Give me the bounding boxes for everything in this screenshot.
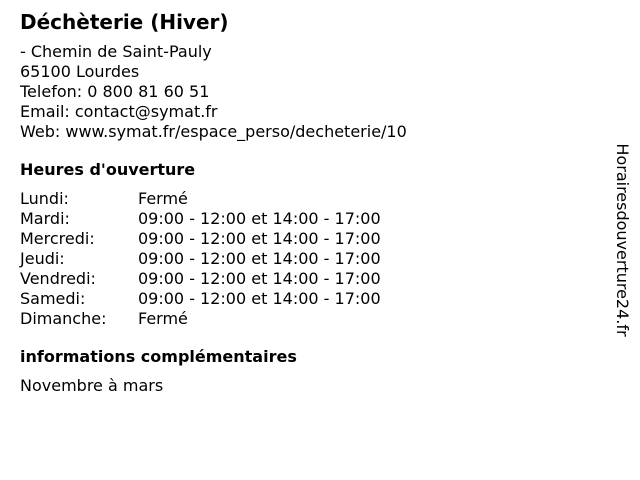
day-hours: Fermé	[138, 189, 188, 208]
hours-heading: Heures d'ouverture	[20, 160, 196, 179]
day-label: Samedi:	[20, 289, 86, 308]
address-block	[20, 42, 600, 142]
day-label: Mardi:	[20, 209, 70, 228]
day-hours: 09:00 - 12:00 et 14:00 - 17:00	[138, 249, 381, 268]
day-label: Vendredi:	[20, 269, 96, 288]
day-label: Mercredi:	[20, 229, 95, 248]
day-hours: 09:00 - 12:00 et 14:00 - 17:00	[138, 209, 381, 228]
day-label: Lundi:	[20, 189, 69, 208]
day-label: Dimanche:	[20, 309, 107, 328]
address-web: Web: www.symat.fr/espace_perso/decheterie/10	[20, 122, 407, 141]
hours-row	[20, 309, 381, 329]
day-hours: 09:00 - 12:00 et 14:00 - 17:00	[138, 229, 381, 248]
hours-row	[20, 269, 381, 289]
day-hours: Fermé	[138, 309, 188, 328]
opening-hours-card	[20, 8, 600, 396]
hours-row	[20, 189, 381, 209]
site-watermark: Horairesdouverture24.fr	[613, 143, 632, 337]
address-city: 65100 Lourdes	[20, 62, 140, 81]
day-label: Jeudi:	[20, 249, 65, 268]
address-street: - Chemin de Saint-Pauly	[20, 42, 212, 61]
address-email: Email: contact@symat.fr	[20, 102, 218, 121]
hours-table	[20, 189, 381, 329]
hours-row	[20, 289, 381, 309]
info-heading: informations complémentaires	[20, 347, 297, 366]
address-phone: Telefon: 0 800 81 60 51	[20, 82, 210, 101]
day-hours: 09:00 - 12:00 et 14:00 - 17:00	[138, 269, 381, 288]
hours-row	[20, 209, 381, 229]
hours-row	[20, 229, 381, 249]
info-text: Novembre à mars	[20, 376, 164, 395]
page-title: Déchèterie (Hiver)	[20, 10, 229, 34]
hours-row	[20, 249, 381, 269]
day-hours: 09:00 - 12:00 et 14:00 - 17:00	[138, 289, 381, 308]
